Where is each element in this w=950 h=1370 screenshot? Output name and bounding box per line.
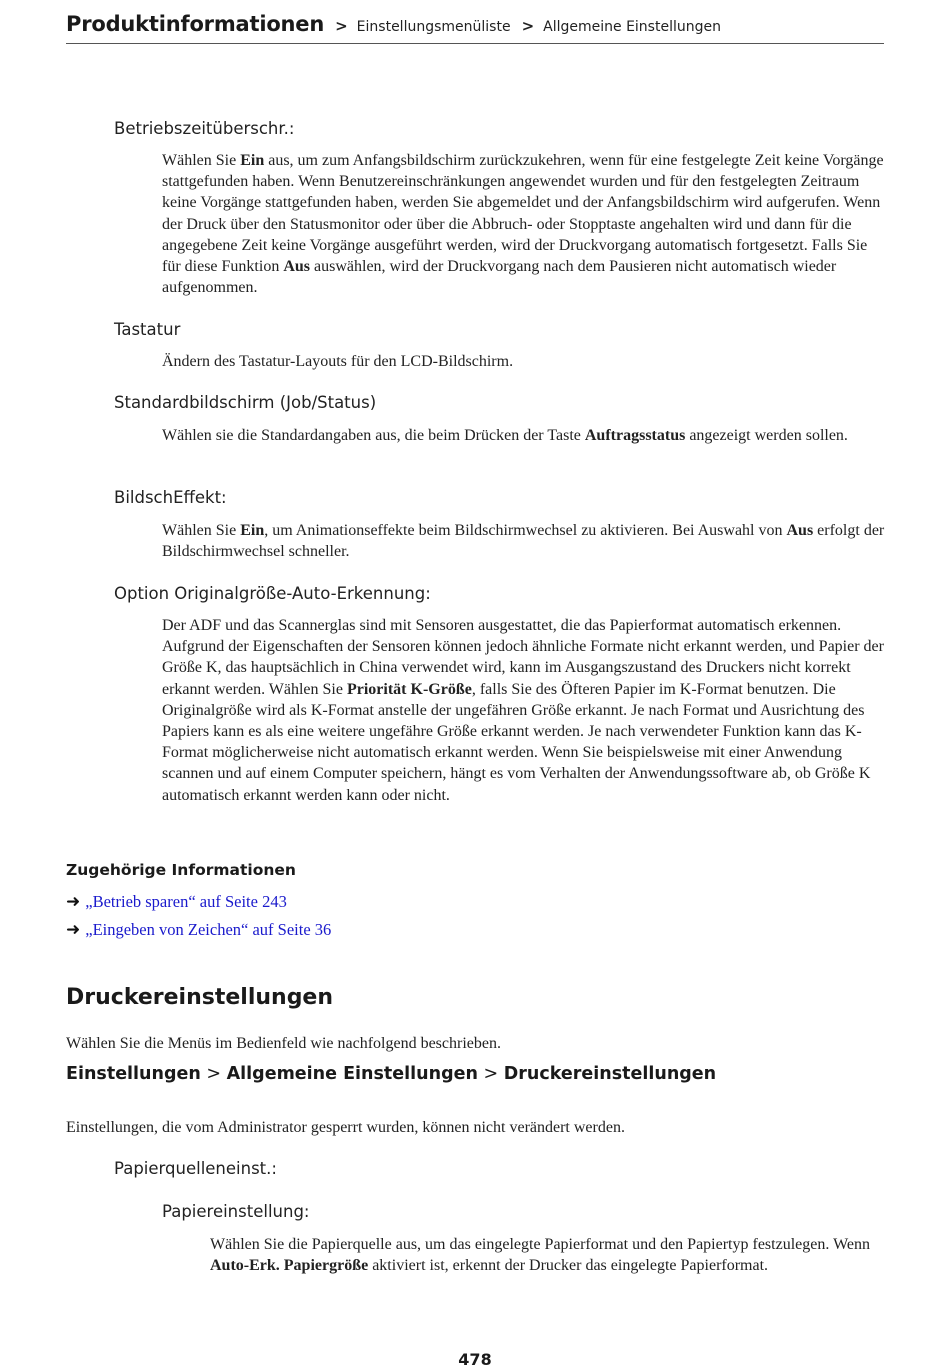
- breadcrumb-separator: >: [335, 17, 348, 35]
- text-bold: Ein: [240, 522, 265, 539]
- section-intro: Wählen Sie die Menüs im Bedienfeld wie nachfolgend beschrieben.: [66, 1035, 501, 1052]
- menu-path-general-settings: Allgemeine Einstellungen: [226, 1064, 478, 1084]
- text-run: Wählen Sie: [162, 152, 241, 169]
- text-bold: Auto-Erk. Papiergröße: [210, 1257, 369, 1275]
- setting-term-screen-effect: BildschEffekt:: [114, 488, 227, 507]
- menu-path: [66, 1064, 716, 1084]
- setting-term-timeout: Betriebszeitüberschr.:: [114, 119, 295, 138]
- text-bold: Auftragsstatus: [584, 427, 686, 444]
- setting-description-keyboard: Ändern des Tastatur-Layouts für den LCD-Bildschirm.: [162, 353, 514, 370]
- text-run: erfolgt der Bildschirmwechsel schneller.: [162, 522, 885, 561]
- text-bold: Aus: [786, 522, 814, 539]
- setting-description-paper-setting: [210, 1234, 886, 1276]
- arrow-right-icon: ➜: [66, 892, 81, 912]
- text-run: angezeigt werden sollen.: [685, 427, 848, 444]
- text-run: , falls Sie des Öfteren Papier im K-Format benutzen. Die Originalgröße wird als K-Format anstelle der ungefähren Größe erkannt. Je nach Format und Ausrichtung des Papiers kann es als eine weitere ungefähre Größe erkannt werden. Je nach verwendeter Funktion kann das K-Format möglicherweise nicht automatisch erkannt werden. Wenn Sie beispielsweise mit einer Anwendung scannen und auf einem Computer speichern, hängt es vom Verhalten der Anwendungssoftware ab, ob Größe K automatisch erkannt werden kann oder nicht.: [162, 680, 871, 804]
- text-bold: Priorität K-Größe: [346, 680, 472, 698]
- related-info-heading: Zugehörige Informationen: [66, 861, 296, 879]
- arrow-right-icon: ➜: [66, 920, 81, 940]
- text-run: Wählen Sie: [162, 522, 241, 539]
- page-number: 478: [458, 1350, 492, 1369]
- setting-term-keyboard: Tastatur: [114, 320, 181, 339]
- page-header: [66, 12, 884, 44]
- menu-path-settings: Einstellungen: [66, 1064, 201, 1084]
- setting-description-default-screen: [162, 425, 887, 446]
- setting-description-timeout: [162, 150, 887, 298]
- related-link-save-power[interactable]: [66, 892, 287, 912]
- text-bold: Ein: [240, 152, 265, 169]
- text-bold: Aus: [283, 258, 311, 276]
- breadcrumb-separator: >: [521, 17, 535, 35]
- text-run: Der ADF und das Scannerglas sind mit Sensoren ausgestattet, die das Papierformat automatisch erkennen. Aufgrund der Eigenschaften der Sensoren können jedoch ähnliche Formate nicht erkannt werden, und Papier der Größe K, das hauptsächlich in China verwendet wird, kann im Ausgangszustand des Druckers nicht korrekt erkannt werden. Wählen Sie: [162, 617, 884, 698]
- setting-term-auto-detect: Option Originalgröße-Auto-Erkennung:: [114, 584, 431, 603]
- setting-term-default-screen: Standardbildschirm (Job/Status): [114, 393, 377, 412]
- setting-description-auto-detect: [162, 615, 887, 806]
- setting-term-paper-source: Papierquelleneinst.:: [114, 1159, 277, 1178]
- menu-path-separator: >: [477, 1064, 504, 1084]
- related-link-label[interactable]: „Eingeben von Zeichen“ auf Seite 36: [85, 920, 332, 939]
- header-title: Produktinformationen: [66, 12, 325, 36]
- text-run: , um Animationseffekte beim Bildschirmwechsel zu aktivieren. Bei Auswahl von: [264, 522, 787, 539]
- text-run: aus, um zum Anfangsbildschirm zurückzukehren, wenn für eine festgelegte Zeit keine Vorgänge stattgefunden haben. Wenn Benutzereinschränkungen angewendet wurden und für den festgelegten Zeitraum keine Vorgänge stattgefunden haben, werden Sie abgemeldet und der Anfangsbildschirm wird aufgerufen. Wenn der Druck über den Statusmonitor oder über die Abbruch- oder Stopptaste angehalten wird und dann für die angegebene Zeit keine Vorgänge ausgeführt werden, wird der Druckvorgang automatisch fortgesetzt. Falls Sie für diese Funktion: [162, 152, 884, 276]
- text-run: auswählen, wird der Druckvorgang nach dem Pausieren nicht automatisch wieder aufgenommen.: [162, 258, 837, 297]
- setting-term-paper-setting: Papiereinstellung:: [162, 1202, 310, 1221]
- related-link-label[interactable]: „Betrieb sparen“ auf Seite 243: [85, 892, 287, 911]
- section-title: Druckereinstellungen: [66, 985, 334, 1010]
- menu-path-printer-settings: Druckereinstellungen: [503, 1064, 717, 1084]
- setting-description-screen-effect: [162, 520, 887, 562]
- breadcrumb-item-general-settings[interactable]: Allgemeine Einstellungen: [543, 19, 721, 35]
- text-run: aktiviert ist, erkennt der Drucker das eingelegte Papierformat.: [368, 1257, 769, 1275]
- admin-lock-note: Einstellungen, die vom Administrator gesperrt wurden, können nicht verändert werden.: [66, 1119, 625, 1136]
- menu-path-separator: >: [200, 1064, 227, 1084]
- breadcrumb-item-menu-list[interactable]: Einstellungsmenüliste: [356, 19, 511, 35]
- text-run: Wählen sie die Standardangaben aus, die beim Drücken der Taste: [162, 427, 585, 444]
- related-link-enter-characters[interactable]: [66, 920, 331, 940]
- text-run: Wählen Sie die Papierquelle aus, um das eingelegte Papierformat und den Papiertyp festzulegen. Wenn: [210, 1236, 870, 1253]
